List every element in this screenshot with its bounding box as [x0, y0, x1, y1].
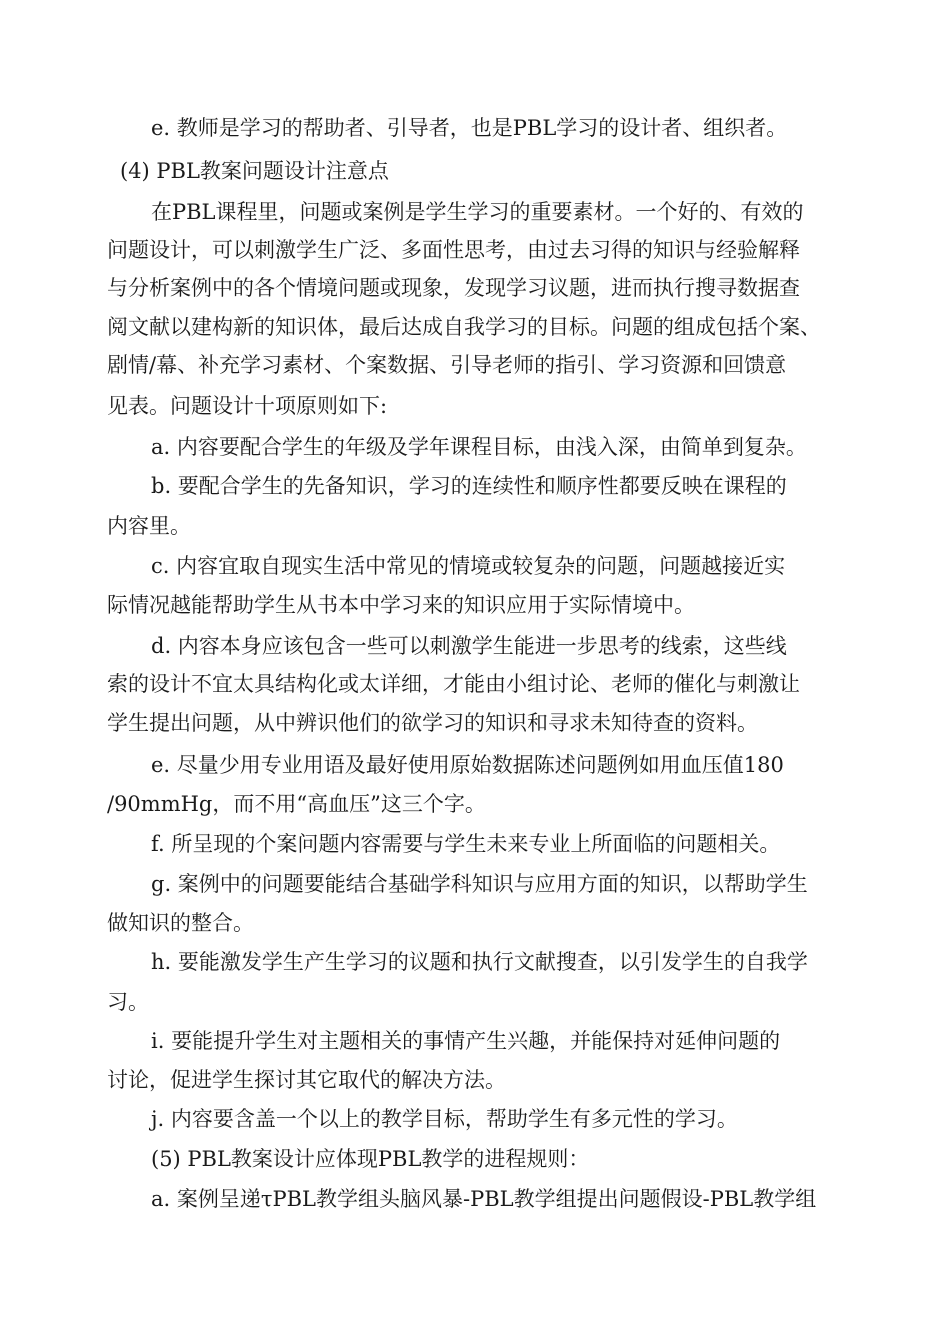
list-item: e. 尽量少用专业用语及最好使用原始数据陈述问题例如用血压值180	[151, 753, 784, 777]
list-item: a. 案例呈递τPBL教学组头脑风暴-PBL教学组提出问题假设-PBL教学组	[151, 1187, 817, 1211]
paragraph-line: 阅文献以建构新的知识体，最后达成自我学习的目标。问题的组成包括个案、	[107, 315, 821, 339]
list-item-continuation: 索的设计不宜太具结构化或太详细，才能由小组讨论、老师的催化与刺激让	[107, 672, 800, 696]
section-heading: (5) PBL教案设计应体现PBL教学的进程规则：	[151, 1147, 590, 1171]
list-item: d. 内容本身应该包含一些可以刺激学生能进一步思考的线索，这些线	[151, 634, 787, 658]
section-heading: (4) PBL教案问题设计注意点	[120, 159, 389, 183]
list-item-continuation: 讨论，促进学生探讨其它取代的解决方法。	[107, 1068, 506, 1092]
paragraph-line: 问题设计，可以刺激学生广泛、多面性思考，由过去习得的知识与经验解释	[107, 238, 800, 262]
list-item-continuation: 际情况越能帮助学生从书本中学习来的知识应用于实际情境中。	[107, 593, 695, 617]
paragraph-line: 见表。问题设计十项原则如下:	[107, 394, 388, 418]
paragraph-line: 与分析案例中的各个情境问题或现象，发现学习议题，进而执行搜寻数据查	[107, 276, 800, 300]
list-item: f. 所呈现的个案问题内容需要与学生未来专业上所面临的问题相关。	[151, 832, 781, 856]
list-item-continuation: /90mmHg，而不用“高血压”这三个字。	[107, 792, 486, 816]
list-item: g. 案例中的问题要能结合基础学科知识与应用方面的知识，以帮助学生	[151, 872, 808, 896]
list-item: i. 要能提升学生对主题相关的事情产生兴趣，并能保持对延伸问题的	[151, 1029, 781, 1053]
paragraph-line: 在PBL课程里，问题或案例是学生学习的重要素材。一个好的、有效的	[151, 200, 804, 224]
list-item-continuation: 做知识的整合。	[107, 911, 254, 935]
list-item: j. 内容要含盖一个以上的教学目标，帮助学生有多元性的学习。	[151, 1107, 738, 1131]
list-item-continuation: 内容里。	[107, 514, 191, 538]
list-item: c. 内容宜取自现实生活中常见的情境或较复杂的问题，问题越接近实	[151, 554, 786, 578]
list-item: h. 要能激发学生产生学习的议题和执行文献搜查，以引发学生的自我学	[151, 950, 808, 974]
paragraph-line: e. 教师是学习的帮助者、引导者，也是PBL学习的设计者、组织者。	[151, 116, 788, 140]
list-item-continuation: 习。	[107, 990, 149, 1014]
list-item: b. 要配合学生的先备知识，学习的连续性和顺序性都要反映在课程的	[151, 474, 787, 498]
paragraph-line: 剧情/幕、补充学习素材、个案数据、引导老师的指引、学习资源和回馈意	[107, 353, 787, 377]
list-item: a. 内容要配合学生的年级及学年课程目标，由浅入深，由简单到复杂。	[151, 435, 807, 459]
list-item-continuation: 学生提出问题，从中辨识他们的欲学习的知识和寻求未知待查的资料。	[107, 711, 758, 735]
